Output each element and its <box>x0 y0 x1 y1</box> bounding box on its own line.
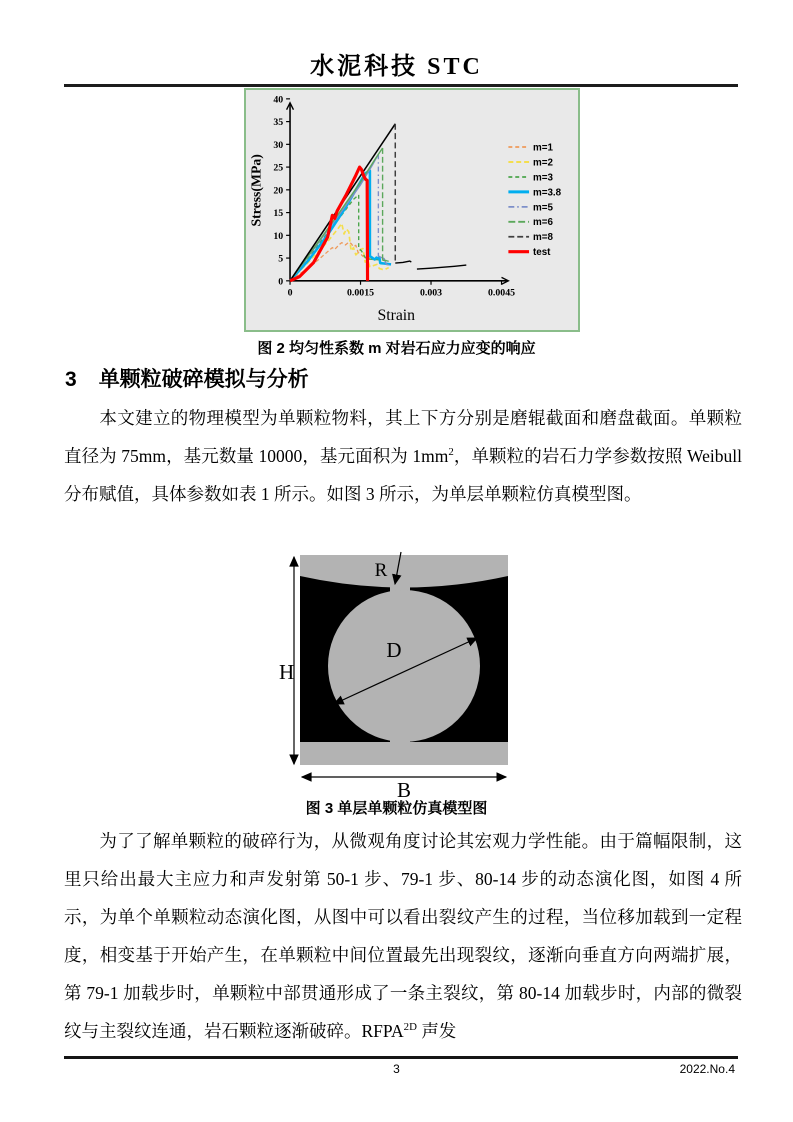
svg-text:0: 0 <box>278 276 284 288</box>
svg-text:m=8: m=8 <box>532 232 553 244</box>
label-D: D <box>386 638 402 662</box>
svg-text:30: 30 <box>273 139 284 151</box>
svg-text:m=5: m=5 <box>532 202 553 214</box>
svg-text:25: 25 <box>273 162 284 174</box>
figure2-caption: 图 2 均匀性系数 m 对岩石应力应变的响应 <box>257 340 536 357</box>
paragraph1-text: 本文建立的物理模型为单颗粒物料，其上下方分别是磨辊截面和磨盘截面。单颗粒直径为 75mm，基元数量 10000，基元面积为 1mm <box>64 408 742 466</box>
header-rule <box>64 84 738 87</box>
figure3-particle-model-diagram <box>278 546 520 798</box>
svg-text:5: 5 <box>278 253 284 265</box>
section-number: 3 <box>65 368 77 391</box>
svg-text:0: 0 <box>287 287 293 299</box>
issue-number: 2022.No.4 <box>679 1062 735 1076</box>
svg-text:35: 35 <box>273 117 284 129</box>
svg-text:m=6: m=6 <box>532 217 553 229</box>
figure2-stress-strain-chart <box>244 88 580 332</box>
svg-text:15: 15 <box>273 208 284 220</box>
journal-header-title: 水泥科技 STC <box>310 54 483 80</box>
svg-text:40: 40 <box>273 94 284 106</box>
svg-text:m=1: m=1 <box>532 142 553 154</box>
paragraph1-text-rest: ，单颗粒的岩石力学参数按照 Weibull 分布赋值，具体参数如表 1 所示。如图 3 所示，为单层单颗粒仿真模型图。 <box>64 446 743 504</box>
section-title: 单颗粒破碎模拟与分析 <box>98 368 309 391</box>
stress-strain-chart-svg <box>246 90 578 330</box>
svg-text:10: 10 <box>273 230 284 242</box>
svg-text:m=3: m=3 <box>532 172 553 184</box>
svg-text:m=2: m=2 <box>532 157 553 169</box>
label-H: H <box>279 660 295 684</box>
figure3-caption: 图 3 单层单颗粒仿真模型图 <box>305 800 488 817</box>
footer-rule <box>64 1056 738 1059</box>
svg-text:0.0045: 0.0045 <box>487 287 516 299</box>
paragraph-model-description <box>64 399 742 513</box>
label-R: R <box>374 560 388 581</box>
svg-text:20: 20 <box>273 185 284 197</box>
svg-text:test: test <box>532 247 551 259</box>
superscript-2d: 2D <box>403 1021 417 1034</box>
label-B: B <box>396 778 412 798</box>
particle-circle <box>328 590 480 742</box>
svg-text:0.0015: 0.0015 <box>347 287 375 299</box>
svg-text:0.003: 0.003 <box>419 287 443 299</box>
section-heading <box>65 363 309 393</box>
svg-text:Strain: Strain <box>377 307 416 325</box>
paragraph2-text: 为了了解单颗粒的破碎行为，从微观角度讨论其宏观力学性能。由于篇幅限制，这里只给出最大主应力和声发射第 50-1 步、79-1 步、80-14 步的动态演化图，如图 4 所示，为单个单颗粒动态演化图，从图中可以看出裂纹产生的过程，当位移加载到一定程度，相变基于开始产生，在单颗粒中间位置最先出现裂纹，逐渐向垂直方向两端扩展，第 79-1 加载步时，单颗粒中部贯通形成了一条主裂纹，第 80-14 加载步时，内部的微裂纹与主裂纹连通，岩石颗粒逐渐破碎。RFPA <box>64 831 742 1041</box>
bottom-contact <box>390 734 410 744</box>
page-number: 3 <box>393 1062 400 1076</box>
svg-text:Stress(MPa): Stress(MPa) <box>248 154 264 227</box>
paragraph2-text-rest: 声发 <box>416 1021 457 1041</box>
paragraph-crushing-analysis <box>64 822 742 1050</box>
svg-text:m=3.8: m=3.8 <box>532 187 562 199</box>
superscript-2: 2 <box>448 446 454 459</box>
particle-model-svg <box>278 546 520 798</box>
